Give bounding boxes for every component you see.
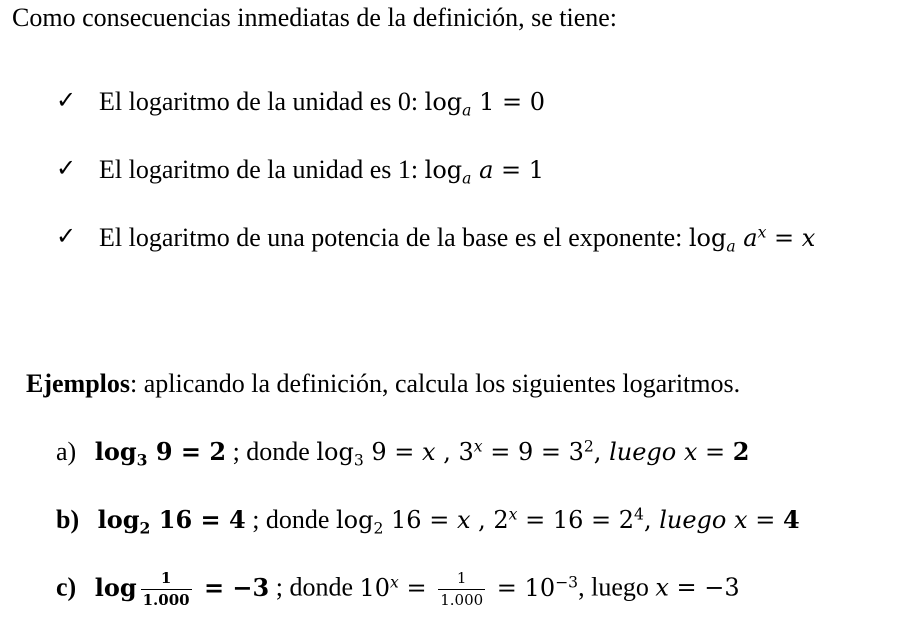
bullet-1-text: El logaritmo de la unidad es 0:: [99, 87, 425, 116]
check-icon: ✓: [56, 154, 77, 182]
check-icon: ✓: [56, 86, 77, 114]
examples-heading-rest: : aplicando la definición, calcula los siguientes logaritmos.: [130, 369, 741, 398]
bullet-3: [99, 223, 816, 256]
example-a-label: a): [56, 437, 77, 466]
bullet-3-text: El logaritmo de una potencia de la base es el exponente:: [99, 223, 689, 252]
example-c-solution: $10^x$ = $\frac{1}{1.000}$ = $10^{-3}$: [359, 569, 579, 609]
intro-text: Como consecuencias inmediatas de la definición, se tiene:: [12, 3, 618, 32]
example-a-formula: $\log_3 9 = 2$: [94, 437, 227, 470]
example-c-fraction: $\frac{1}{1.000}$: [142, 569, 190, 609]
bullet-2-formula: $\log_a a = 1$: [424, 156, 545, 188]
example-a: [56, 437, 750, 470]
example-a-solution: $\log_3 9 = x$ , $3^x = 9 = 3^2$, luego x = 2: [316, 437, 750, 470]
check-icon: ✓: [56, 222, 77, 250]
bullet-2: [99, 155, 545, 188]
example-c-luego: , luego: [578, 572, 656, 602]
example-c-donde: ; donde: [275, 572, 360, 602]
bullet-3-formula: $\log_a a^x = x$: [688, 223, 816, 256]
example-b-label: b): [56, 505, 80, 534]
examples-heading-bold: Ejemplos: [26, 369, 130, 398]
bullet-1: [99, 87, 546, 120]
example-c-formula: log $\frac{1}{1.000}$ = −3: [94, 569, 270, 609]
example-b-formula: $\log_2 16 = 4$: [97, 505, 246, 538]
examples-heading: [26, 370, 740, 399]
bullet-2-text: El logaritmo de la unidad es 1:: [99, 155, 425, 184]
example-b-solution: $\log_2 16 = x$ , $2^x = 16 = 2^4$, luego x = 4: [335, 505, 800, 538]
example-b-donde: ; donde: [252, 505, 336, 534]
bullet-1-formula: $\log_a 1 = 0$: [424, 88, 546, 120]
example-c-label: c): [56, 572, 77, 602]
example-c: c) log $\frac{1}{1.000}$ = −3 ; donde $10^x$ = $\frac{1}{1.000}$ = $10^{-3}$, luego x = −3: [56, 569, 740, 609]
example-b: [56, 505, 800, 538]
example-a-donde: ; donde: [232, 437, 317, 466]
